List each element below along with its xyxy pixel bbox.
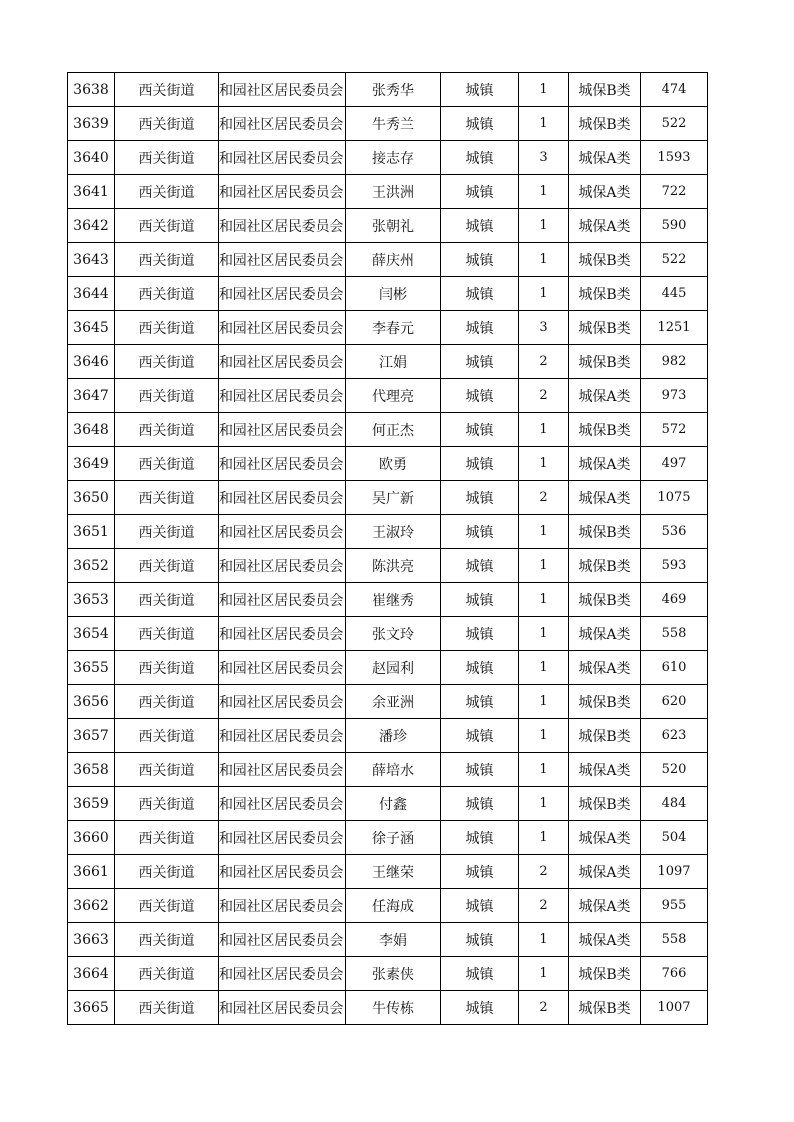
amount-cell: 474 xyxy=(641,73,708,107)
table-row xyxy=(68,481,708,515)
household-count-cell: 2 xyxy=(519,345,569,379)
street-cell: 西关街道 xyxy=(115,107,219,141)
amount-cell: 1251 xyxy=(641,311,708,345)
household-count-cell: 2 xyxy=(519,481,569,515)
area-type-cell: 城镇 xyxy=(441,209,519,243)
community-cell: 和园社区居民委员会 xyxy=(219,413,346,447)
area-type-cell: 城镇 xyxy=(441,515,519,549)
person-name-cell: 李春元 xyxy=(346,311,441,345)
person-name-cell: 李娟 xyxy=(346,923,441,957)
record-number-cell: 3663 xyxy=(68,923,115,957)
person-name-cell: 闫彬 xyxy=(346,277,441,311)
street-cell: 西关街道 xyxy=(115,141,219,175)
record-number-cell: 3652 xyxy=(68,549,115,583)
area-type-cell: 城镇 xyxy=(441,957,519,991)
table-row xyxy=(68,345,708,379)
household-count-cell: 1 xyxy=(519,277,569,311)
area-type-cell: 城镇 xyxy=(441,753,519,787)
community-cell: 和园社区居民委员会 xyxy=(219,515,346,549)
person-name-cell: 牛传栋 xyxy=(346,991,441,1025)
person-name-cell: 任海成 xyxy=(346,889,441,923)
community-cell: 和园社区居民委员会 xyxy=(219,73,346,107)
community-cell: 和园社区居民委员会 xyxy=(219,821,346,855)
insurance-category-cell: 城保B类 xyxy=(569,413,641,447)
table-row xyxy=(68,549,708,583)
street-cell: 西关街道 xyxy=(115,617,219,651)
table-row xyxy=(68,583,708,617)
household-count-cell: 1 xyxy=(519,923,569,957)
household-count-cell: 1 xyxy=(519,549,569,583)
community-cell: 和园社区居民委员会 xyxy=(219,889,346,923)
amount-cell: 445 xyxy=(641,277,708,311)
household-count-cell: 1 xyxy=(519,73,569,107)
street-cell: 西关街道 xyxy=(115,447,219,481)
record-number-cell: 3656 xyxy=(68,685,115,719)
street-cell: 西关街道 xyxy=(115,481,219,515)
record-number-cell: 3657 xyxy=(68,719,115,753)
table-body xyxy=(68,73,708,1025)
insurance-category-cell: 城保B类 xyxy=(569,685,641,719)
household-count-cell: 1 xyxy=(519,243,569,277)
community-cell: 和园社区居民委员会 xyxy=(219,141,346,175)
record-number-cell: 3640 xyxy=(68,141,115,175)
person-name-cell: 张秀华 xyxy=(346,73,441,107)
insurance-category-cell: 城保A类 xyxy=(569,379,641,413)
record-number-cell: 3643 xyxy=(68,243,115,277)
household-count-cell: 1 xyxy=(519,617,569,651)
street-cell: 西关街道 xyxy=(115,651,219,685)
community-cell: 和园社区居民委员会 xyxy=(219,243,346,277)
amount-cell: 558 xyxy=(641,923,708,957)
table-row xyxy=(68,243,708,277)
insurance-category-cell: 城保B类 xyxy=(569,73,641,107)
area-type-cell: 城镇 xyxy=(441,277,519,311)
community-cell: 和园社区居民委员会 xyxy=(219,447,346,481)
insurance-category-cell: 城保A类 xyxy=(569,175,641,209)
area-type-cell: 城镇 xyxy=(441,379,519,413)
community-cell: 和园社区居民委员会 xyxy=(219,651,346,685)
record-number-cell: 3654 xyxy=(68,617,115,651)
record-number-cell: 3646 xyxy=(68,345,115,379)
insurance-category-cell: 城保B类 xyxy=(569,787,641,821)
street-cell: 西关街道 xyxy=(115,345,219,379)
record-number-cell: 3665 xyxy=(68,991,115,1025)
amount-cell: 623 xyxy=(641,719,708,753)
person-name-cell: 徐子涵 xyxy=(346,821,441,855)
street-cell: 西关街道 xyxy=(115,855,219,889)
table-row xyxy=(68,753,708,787)
amount-cell: 593 xyxy=(641,549,708,583)
insurance-category-cell: 城保B类 xyxy=(569,549,641,583)
person-name-cell: 接志存 xyxy=(346,141,441,175)
amount-cell: 520 xyxy=(641,753,708,787)
household-count-cell: 2 xyxy=(519,855,569,889)
record-number-cell: 3639 xyxy=(68,107,115,141)
person-name-cell: 崔继秀 xyxy=(346,583,441,617)
insurance-category-cell: 城保A类 xyxy=(569,889,641,923)
household-count-cell: 2 xyxy=(519,991,569,1025)
street-cell: 西关街道 xyxy=(115,175,219,209)
area-type-cell: 城镇 xyxy=(441,311,519,345)
insurance-category-cell: 城保A类 xyxy=(569,753,641,787)
community-cell: 和园社区居民委员会 xyxy=(219,583,346,617)
record-number-cell: 3651 xyxy=(68,515,115,549)
insurance-category-cell: 城保B类 xyxy=(569,515,641,549)
record-number-cell: 3650 xyxy=(68,481,115,515)
table-row xyxy=(68,413,708,447)
household-count-cell: 2 xyxy=(519,889,569,923)
community-cell: 和园社区居民委员会 xyxy=(219,617,346,651)
amount-cell: 522 xyxy=(641,243,708,277)
community-cell: 和园社区居民委员会 xyxy=(219,209,346,243)
person-name-cell: 何正杰 xyxy=(346,413,441,447)
insurance-category-cell: 城保A类 xyxy=(569,923,641,957)
household-count-cell: 1 xyxy=(519,753,569,787)
insurance-category-cell: 城保A类 xyxy=(569,481,641,515)
table-row xyxy=(68,889,708,923)
record-number-cell: 3648 xyxy=(68,413,115,447)
insurance-category-cell: 城保A类 xyxy=(569,821,641,855)
amount-cell: 620 xyxy=(641,685,708,719)
amount-cell: 722 xyxy=(641,175,708,209)
area-type-cell: 城镇 xyxy=(441,243,519,277)
street-cell: 西关街道 xyxy=(115,753,219,787)
street-cell: 西关街道 xyxy=(115,821,219,855)
record-number-cell: 3662 xyxy=(68,889,115,923)
person-name-cell: 代理亮 xyxy=(346,379,441,413)
household-count-cell: 1 xyxy=(519,719,569,753)
community-cell: 和园社区居民委员会 xyxy=(219,549,346,583)
street-cell: 西关街道 xyxy=(115,73,219,107)
record-number-cell: 3647 xyxy=(68,379,115,413)
community-cell: 和园社区居民委员会 xyxy=(219,957,346,991)
amount-cell: 1007 xyxy=(641,991,708,1025)
table-row xyxy=(68,209,708,243)
community-cell: 和园社区居民委员会 xyxy=(219,753,346,787)
household-count-cell: 1 xyxy=(519,651,569,685)
person-name-cell: 牛秀兰 xyxy=(346,107,441,141)
household-count-cell: 3 xyxy=(519,141,569,175)
community-cell: 和园社区居民委员会 xyxy=(219,379,346,413)
street-cell: 西关街道 xyxy=(115,549,219,583)
table-row xyxy=(68,957,708,991)
street-cell: 西关街道 xyxy=(115,957,219,991)
household-count-cell: 1 xyxy=(519,787,569,821)
person-name-cell: 薛培水 xyxy=(346,753,441,787)
table-row xyxy=(68,311,708,345)
street-cell: 西关街道 xyxy=(115,923,219,957)
table-row xyxy=(68,141,708,175)
table-row xyxy=(68,617,708,651)
insurance-category-cell: 城保B类 xyxy=(569,991,641,1025)
person-name-cell: 王继荣 xyxy=(346,855,441,889)
amount-cell: 1097 xyxy=(641,855,708,889)
street-cell: 西关街道 xyxy=(115,311,219,345)
area-type-cell: 城镇 xyxy=(441,73,519,107)
amount-cell: 1593 xyxy=(641,141,708,175)
amount-cell: 610 xyxy=(641,651,708,685)
area-type-cell: 城镇 xyxy=(441,583,519,617)
household-count-cell: 1 xyxy=(519,107,569,141)
table-row xyxy=(68,515,708,549)
record-number-cell: 3645 xyxy=(68,311,115,345)
insurance-category-cell: 城保A类 xyxy=(569,617,641,651)
record-number-cell: 3653 xyxy=(68,583,115,617)
area-type-cell: 城镇 xyxy=(441,991,519,1025)
street-cell: 西关街道 xyxy=(115,413,219,447)
household-count-cell: 1 xyxy=(519,515,569,549)
insurance-category-cell: 城保B类 xyxy=(569,345,641,379)
table-row xyxy=(68,277,708,311)
community-cell: 和园社区居民委员会 xyxy=(219,685,346,719)
area-type-cell: 城镇 xyxy=(441,855,519,889)
person-name-cell: 赵园利 xyxy=(346,651,441,685)
household-count-cell: 1 xyxy=(519,957,569,991)
community-cell: 和园社区居民委员会 xyxy=(219,311,346,345)
amount-cell: 590 xyxy=(641,209,708,243)
person-name-cell: 张文玲 xyxy=(346,617,441,651)
table-row xyxy=(68,175,708,209)
table-row xyxy=(68,447,708,481)
person-name-cell: 张朝礼 xyxy=(346,209,441,243)
household-count-cell: 1 xyxy=(519,175,569,209)
table-row xyxy=(68,991,708,1025)
person-name-cell: 付鑫 xyxy=(346,787,441,821)
community-cell: 和园社区居民委员会 xyxy=(219,855,346,889)
area-type-cell: 城镇 xyxy=(441,719,519,753)
household-count-cell: 1 xyxy=(519,413,569,447)
person-name-cell: 陈洪亮 xyxy=(346,549,441,583)
person-name-cell: 潘珍 xyxy=(346,719,441,753)
person-name-cell: 薛庆州 xyxy=(346,243,441,277)
person-name-cell: 王淑玲 xyxy=(346,515,441,549)
person-name-cell: 吴广新 xyxy=(346,481,441,515)
table-row xyxy=(68,685,708,719)
area-type-cell: 城镇 xyxy=(441,481,519,515)
amount-cell: 982 xyxy=(641,345,708,379)
street-cell: 西关街道 xyxy=(115,719,219,753)
records-table xyxy=(67,72,708,1025)
household-count-cell: 3 xyxy=(519,311,569,345)
record-number-cell: 3649 xyxy=(68,447,115,481)
household-count-cell: 1 xyxy=(519,583,569,617)
community-cell: 和园社区居民委员会 xyxy=(219,991,346,1025)
table-row xyxy=(68,73,708,107)
area-type-cell: 城镇 xyxy=(441,617,519,651)
area-type-cell: 城镇 xyxy=(441,413,519,447)
community-cell: 和园社区居民委员会 xyxy=(219,787,346,821)
household-count-cell: 2 xyxy=(519,379,569,413)
table-row xyxy=(68,923,708,957)
insurance-category-cell: 城保B类 xyxy=(569,311,641,345)
person-name-cell: 余亚洲 xyxy=(346,685,441,719)
person-name-cell: 欧勇 xyxy=(346,447,441,481)
area-type-cell: 城镇 xyxy=(441,685,519,719)
amount-cell: 536 xyxy=(641,515,708,549)
insurance-category-cell: 城保B类 xyxy=(569,107,641,141)
street-cell: 西关街道 xyxy=(115,243,219,277)
household-count-cell: 1 xyxy=(519,685,569,719)
record-number-cell: 3644 xyxy=(68,277,115,311)
person-name-cell: 张素侠 xyxy=(346,957,441,991)
amount-cell: 504 xyxy=(641,821,708,855)
table-row xyxy=(68,651,708,685)
area-type-cell: 城镇 xyxy=(441,345,519,379)
record-number-cell: 3660 xyxy=(68,821,115,855)
record-number-cell: 3642 xyxy=(68,209,115,243)
street-cell: 西关街道 xyxy=(115,991,219,1025)
amount-cell: 497 xyxy=(641,447,708,481)
area-type-cell: 城镇 xyxy=(441,107,519,141)
amount-cell: 469 xyxy=(641,583,708,617)
table-row xyxy=(68,787,708,821)
record-number-cell: 3655 xyxy=(68,651,115,685)
area-type-cell: 城镇 xyxy=(441,447,519,481)
area-type-cell: 城镇 xyxy=(441,821,519,855)
amount-cell: 1075 xyxy=(641,481,708,515)
record-number-cell: 3658 xyxy=(68,753,115,787)
amount-cell: 522 xyxy=(641,107,708,141)
area-type-cell: 城镇 xyxy=(441,141,519,175)
community-cell: 和园社区居民委员会 xyxy=(219,719,346,753)
table-row xyxy=(68,719,708,753)
street-cell: 西关街道 xyxy=(115,583,219,617)
amount-cell: 484 xyxy=(641,787,708,821)
community-cell: 和园社区居民委员会 xyxy=(219,107,346,141)
area-type-cell: 城镇 xyxy=(441,175,519,209)
table-row xyxy=(68,821,708,855)
insurance-category-cell: 城保A类 xyxy=(569,447,641,481)
street-cell: 西关街道 xyxy=(115,685,219,719)
area-type-cell: 城镇 xyxy=(441,549,519,583)
street-cell: 西关街道 xyxy=(115,379,219,413)
insurance-category-cell: 城保B类 xyxy=(569,243,641,277)
insurance-category-cell: 城保A类 xyxy=(569,141,641,175)
community-cell: 和园社区居民委员会 xyxy=(219,345,346,379)
table-row xyxy=(68,379,708,413)
table-row xyxy=(68,107,708,141)
record-number-cell: 3638 xyxy=(68,73,115,107)
amount-cell: 766 xyxy=(641,957,708,991)
person-name-cell: 王洪洲 xyxy=(346,175,441,209)
amount-cell: 955 xyxy=(641,889,708,923)
street-cell: 西关街道 xyxy=(115,787,219,821)
street-cell: 西关街道 xyxy=(115,515,219,549)
record-number-cell: 3659 xyxy=(68,787,115,821)
amount-cell: 973 xyxy=(641,379,708,413)
household-count-cell: 1 xyxy=(519,447,569,481)
area-type-cell: 城镇 xyxy=(441,889,519,923)
amount-cell: 558 xyxy=(641,617,708,651)
street-cell: 西关街道 xyxy=(115,277,219,311)
insurance-category-cell: 城保A类 xyxy=(569,209,641,243)
insurance-category-cell: 城保B类 xyxy=(569,957,641,991)
household-count-cell: 1 xyxy=(519,209,569,243)
street-cell: 西关街道 xyxy=(115,209,219,243)
community-cell: 和园社区居民委员会 xyxy=(219,175,346,209)
record-number-cell: 3641 xyxy=(68,175,115,209)
insurance-category-cell: 城保B类 xyxy=(569,277,641,311)
insurance-category-cell: 城保A类 xyxy=(569,651,641,685)
community-cell: 和园社区居民委员会 xyxy=(219,481,346,515)
community-cell: 和园社区居民委员会 xyxy=(219,923,346,957)
person-name-cell: 江娟 xyxy=(346,345,441,379)
insurance-category-cell: 城保B类 xyxy=(569,719,641,753)
area-type-cell: 城镇 xyxy=(441,651,519,685)
amount-cell: 572 xyxy=(641,413,708,447)
street-cell: 西关街道 xyxy=(115,889,219,923)
record-number-cell: 3661 xyxy=(68,855,115,889)
table-row xyxy=(68,855,708,889)
insurance-category-cell: 城保B类 xyxy=(569,583,641,617)
insurance-category-cell: 城保A类 xyxy=(569,855,641,889)
household-count-cell: 1 xyxy=(519,821,569,855)
area-type-cell: 城镇 xyxy=(441,787,519,821)
record-number-cell: 3664 xyxy=(68,957,115,991)
area-type-cell: 城镇 xyxy=(441,923,519,957)
community-cell: 和园社区居民委员会 xyxy=(219,277,346,311)
